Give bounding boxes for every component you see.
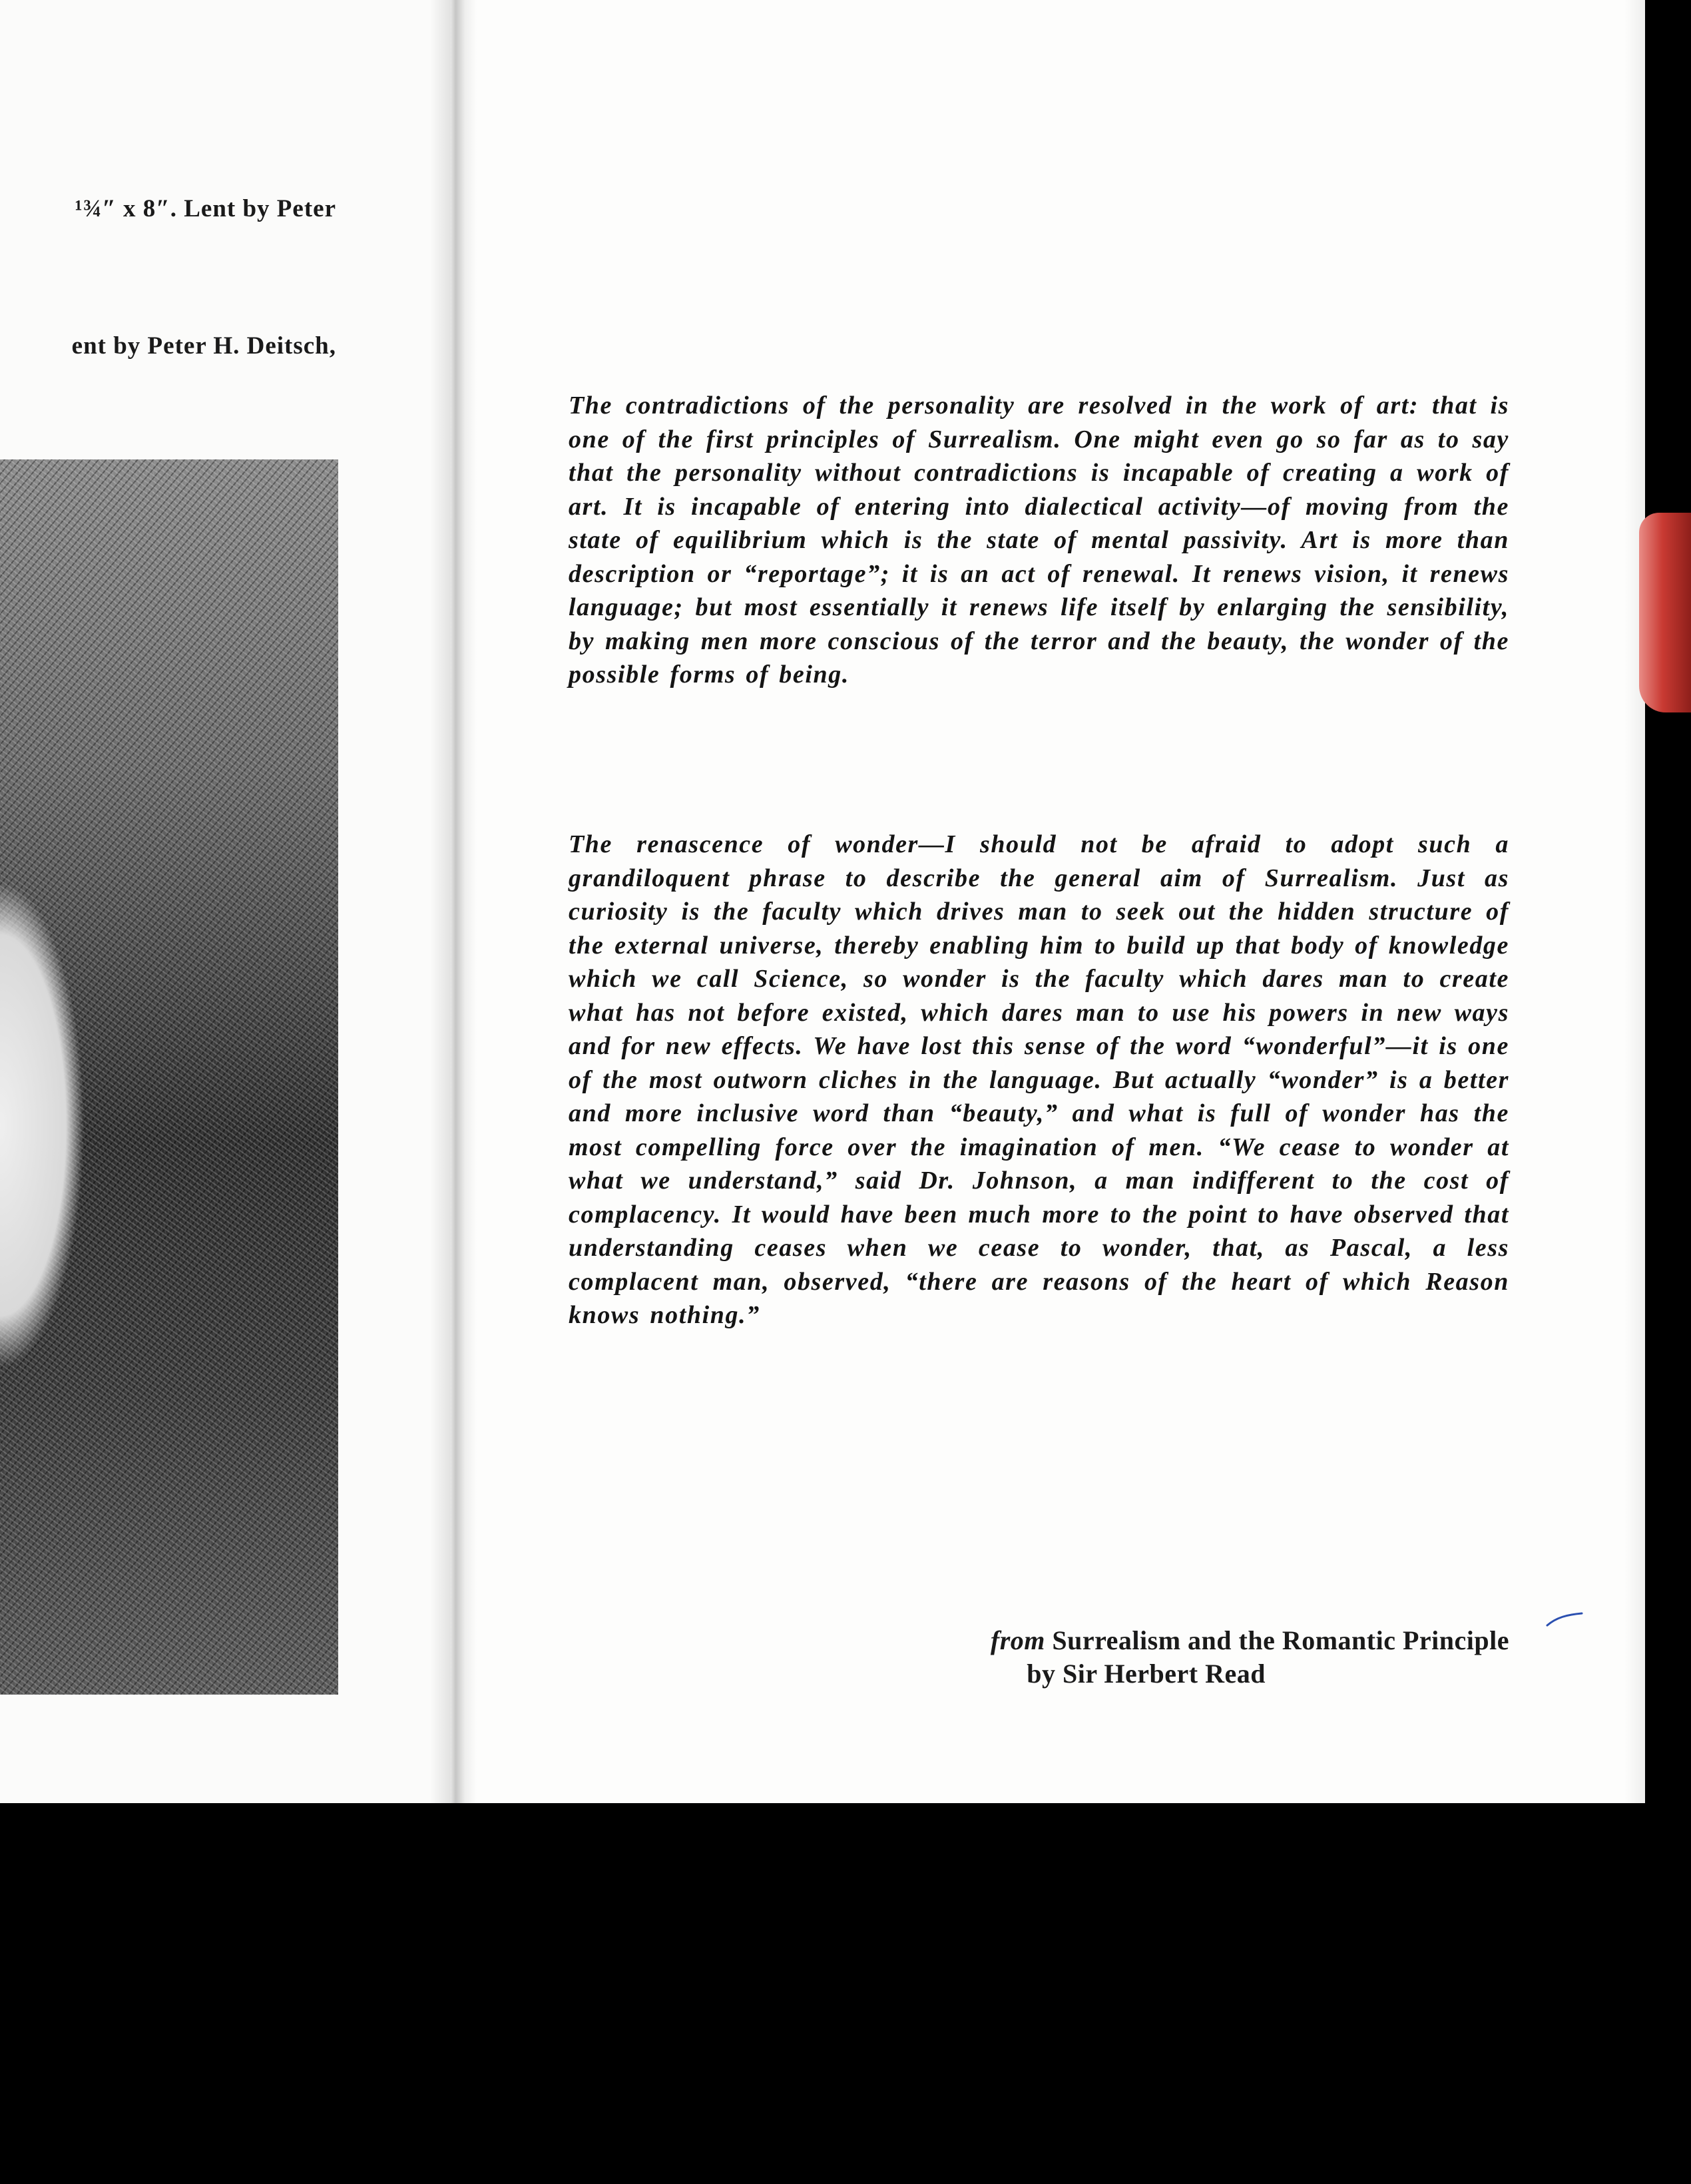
attribution-author: by Sir Herbert Read (1027, 1659, 1266, 1689)
page-edge-shadow (1624, 0, 1645, 1803)
attribution (865, 1624, 1509, 1691)
pen-mark-icon (1545, 1608, 1584, 1628)
attribution-source-title: Surrealism and the Romantic Principle (1052, 1625, 1509, 1655)
scan-background (0, 1803, 1691, 2184)
left-page (0, 0, 450, 1803)
attribution-from-word: from (990, 1625, 1045, 1655)
book-gutter (430, 0, 477, 1803)
artwork-print-image (0, 459, 338, 1695)
red-page-tab (1639, 513, 1691, 712)
artwork-caption-line-2: ent by Peter H. Deitsch, (71, 332, 336, 360)
attribution-source-line (865, 1624, 1509, 1657)
quote-paragraph-1: The contradictions of the personality are resolved in the work of art: that is one of the first principles of Surrealism. One might even go so far as to say that the personality without contradictions is incapable of creating a work of art. It is incapable of entering into dialectical activity—of moving from the state of equilibrium which is the state of mental passivity. Art is more than description or “reportage”; it is an act of renewal. It renews vision, it renews language; but most essentially it renews life itself by enlarging the sensibility, by making men more conscious of the terror and the beauty, the wonder of the possible forms of being. (569, 392, 1509, 688)
artwork-caption-line-1: ¹¾″ x 8″. Lent by Peter (75, 195, 336, 222)
quote-paragraph-2: The renascence of wonder—I should not be afraid to adopt such a grandiloquent phrase to describe the general aim of Surrealism. Just as curiosity is the faculty which drives man to seek out the hidden structure of the external universe, thereby enabling him to build up that body of knowledge which we call Science, so wonder is the faculty which dares man to create what has not before existed, which dares man to use his powers in new ways and for new effects. We have lost this sense of the word “wonderful”—it is one of the most outworn cliches in the language. But actually “wonder” is a better and more inclusive word than “beauty,” and what is full of wonder has the most compelling force over the imagination of men. “We cease to wonder at what we understand,” said Dr. Johnson, a man indifferent to the cost of complacency. It would have been much more to the point to have observed that understanding ceases when we cease to wonder, that, as Pascal, a less complacent man, observed, “there are reasons of the heart of which Reason knows nothing.” (569, 830, 1509, 1329)
